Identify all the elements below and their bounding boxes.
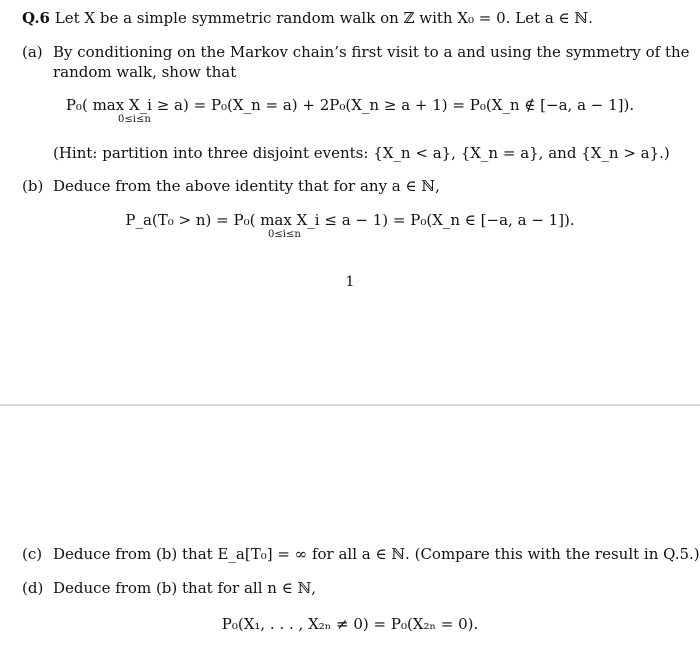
page-2: [0, 406, 700, 654]
part-d-equation: [0, 615, 700, 633]
part-c-text: Deduce from (b) that E_a[T₀] = ∞ for all a ∈ ℕ. (Compare this with the result in Q.5.): [53, 545, 700, 563]
part-b-label: (b): [22, 177, 44, 195]
part-a-label: (a): [22, 43, 43, 61]
part-b-text: Deduce from the above identity that for any a ∈ ℕ,: [53, 177, 440, 195]
part-b-equation: [0, 211, 700, 229]
part-a-text-line1: By conditioning on the Markov chain’s first visit to a and using the symmetry of the: [53, 43, 690, 61]
part-d-equation-text: P₀(X₁, . . . , X₂ₙ ≠ 0) = P₀(X₂ₙ = 0).: [221, 615, 479, 633]
page-number: 1: [345, 274, 355, 290]
question-intro: Let X be a simple symmetric random walk on ℤ with X₀ = 0. Let a ∈ ℕ.: [54, 9, 593, 27]
part-d-text: Deduce from (b) that for all n ∈ ℕ,: [53, 579, 317, 597]
part-a-equation: [0, 96, 700, 114]
part-b-equation-subscript: 0≤i≤n: [268, 229, 301, 240]
question-number: Q.6: [22, 9, 50, 27]
part-a-hint: (Hint: partition into three disjoint events: {X_n < a}, {X_n = a}, and {X_n > a}.): [53, 144, 670, 162]
question-heading: [22, 8, 593, 28]
part-c-label: (c): [22, 545, 43, 563]
part-a-equation-subscript: 0≤i≤n: [118, 114, 151, 125]
part-b-equation-text: P_a(T₀ > n) = P₀( max X_i ≤ a − 1) = P₀(X_n ∈ [−a, a − 1]).: [125, 211, 575, 229]
part-a-text-line2: random walk, show that: [53, 63, 237, 81]
part-d-label: (d): [22, 579, 44, 597]
part-a-equation-text: P₀( max X_i ≥ a) = P₀(X_n = a) + 2P₀(X_n ≥ a + 1) = P₀(X_n ∉ [−a, a − 1]).: [65, 96, 635, 114]
